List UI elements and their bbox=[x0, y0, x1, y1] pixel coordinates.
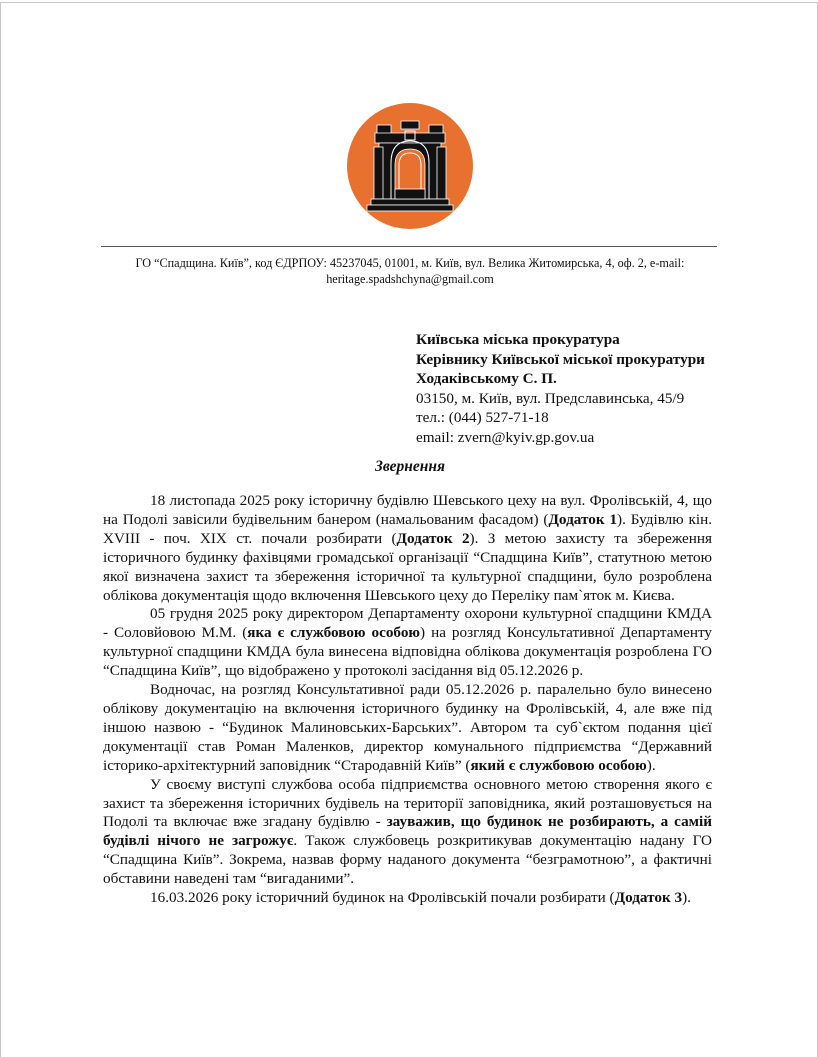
arch-gate-icon bbox=[347, 103, 473, 229]
emphasis-text: зауважив, що будинок не розбирають, а самій будівлі нічого не загрожує bbox=[103, 813, 712, 850]
text-run: ). Будівлю кін. XVIII - поч. XIX ст. почали розбирати ( bbox=[103, 510, 712, 547]
text-run: ). bbox=[646, 756, 656, 774]
text-run: 16.03.2026 року історичний будинок на Фролівській почали розбирати ( bbox=[150, 889, 615, 907]
text-run: ) на розгляд Консультативної Департаменту культурної спадщини КМДА була винесена відповідна облікова документація розроблена ГО “Спадщина Київ”, що відображено у протоколі засідання від 05.12.2026 р. bbox=[103, 624, 712, 680]
recipient-email: email: zvern@kyiv.gp.gov.ua bbox=[416, 428, 595, 446]
organization-contact-info: ГО “Спадщина. Київ”, код ЄДРПОУ: 45237045, 01001, м. Київ, вул. Велика Житомирська, 4, оф. 2, e-mail: heritage.spadshchyna@gmail.com bbox=[135, 256, 685, 286]
text-run: 05 грудня 2025 року директором Департаменту охорони культурної спадщини КМДА - Соловйовою М.М. ( bbox=[103, 605, 712, 642]
document-body bbox=[103, 492, 712, 908]
emphasis-text: який є службовою особою bbox=[470, 756, 647, 774]
recipient-phone: тел.: (044) 527-71-18 bbox=[416, 409, 549, 427]
appendix-reference: Додаток 3 bbox=[614, 889, 683, 907]
text-run: У своєму виступі службова особа підприємства основного метою створення якого є захист та збереження історичних будівель на території заповідника, який розташовується на Подолі та включає вже згадану будівлю - bbox=[103, 775, 712, 831]
paragraph bbox=[103, 889, 712, 908]
emphasis-text: яка є службовою особою bbox=[247, 624, 421, 642]
appendix-reference: Додаток 2 bbox=[396, 529, 470, 547]
recipient-name: Ходаківському С. П. bbox=[416, 370, 557, 388]
recipient-address: 03150, м. Київ, вул. Предславинська, 45/9 bbox=[416, 389, 685, 407]
paragraph bbox=[103, 681, 712, 776]
recipient-position: Керівнику Київської міської прокуратури bbox=[416, 350, 705, 368]
text-run: ). bbox=[682, 889, 691, 907]
paragraph bbox=[103, 605, 712, 681]
paragraph bbox=[103, 776, 712, 889]
header-divider bbox=[101, 246, 717, 247]
document-title: Звернення bbox=[375, 458, 445, 475]
text-run: 18 листопада 2025 року історичну будівлю Шевського цеху на вул. Фролівській, 4, що на Подолі завісили будівельним банером (намальованим фасадом) ( bbox=[103, 492, 712, 528]
text-run: ). З метою захисту та збереження історичного будинку фахівцями громадської організації “Спадщина Київ”, статутною метою якої визначена захист та збереження історичної та культурної спадщини, було розроблена облікова документація щодо включення Шевського цеху до Переліку пам`яток м. Києва. bbox=[103, 529, 712, 604]
recipient-block bbox=[416, 330, 746, 448]
text-run: Водночас, на розгляд Консультативної ради 05.12.2026 р. паралельно було винесено облікову документацію на включення історичного будинку на Фролівській, 4, але вже під іншою назвою - “Будинок Малиновських-Барських”. Автором та суб`єктом подання цієї документації став Роман Маленков, директор комунального підприємства “Державний історико-архітектурний заповідник “Стародавній Київ” ( bbox=[103, 681, 712, 774]
text-run: . Також службовець розкритикував документацію надану ГО “Спадщина Київ”. Зокрема, назвав форму наданого документа “безграмотною”, а фактичні обставини наведені там “вигаданими”. bbox=[103, 832, 712, 888]
organization-logo bbox=[347, 103, 473, 229]
document-page bbox=[0, 2, 818, 1057]
paragraph bbox=[103, 492, 712, 605]
appendix-reference: Додаток 1 bbox=[548, 510, 618, 528]
recipient-organization: Київська міська прокуратура bbox=[416, 331, 620, 348]
